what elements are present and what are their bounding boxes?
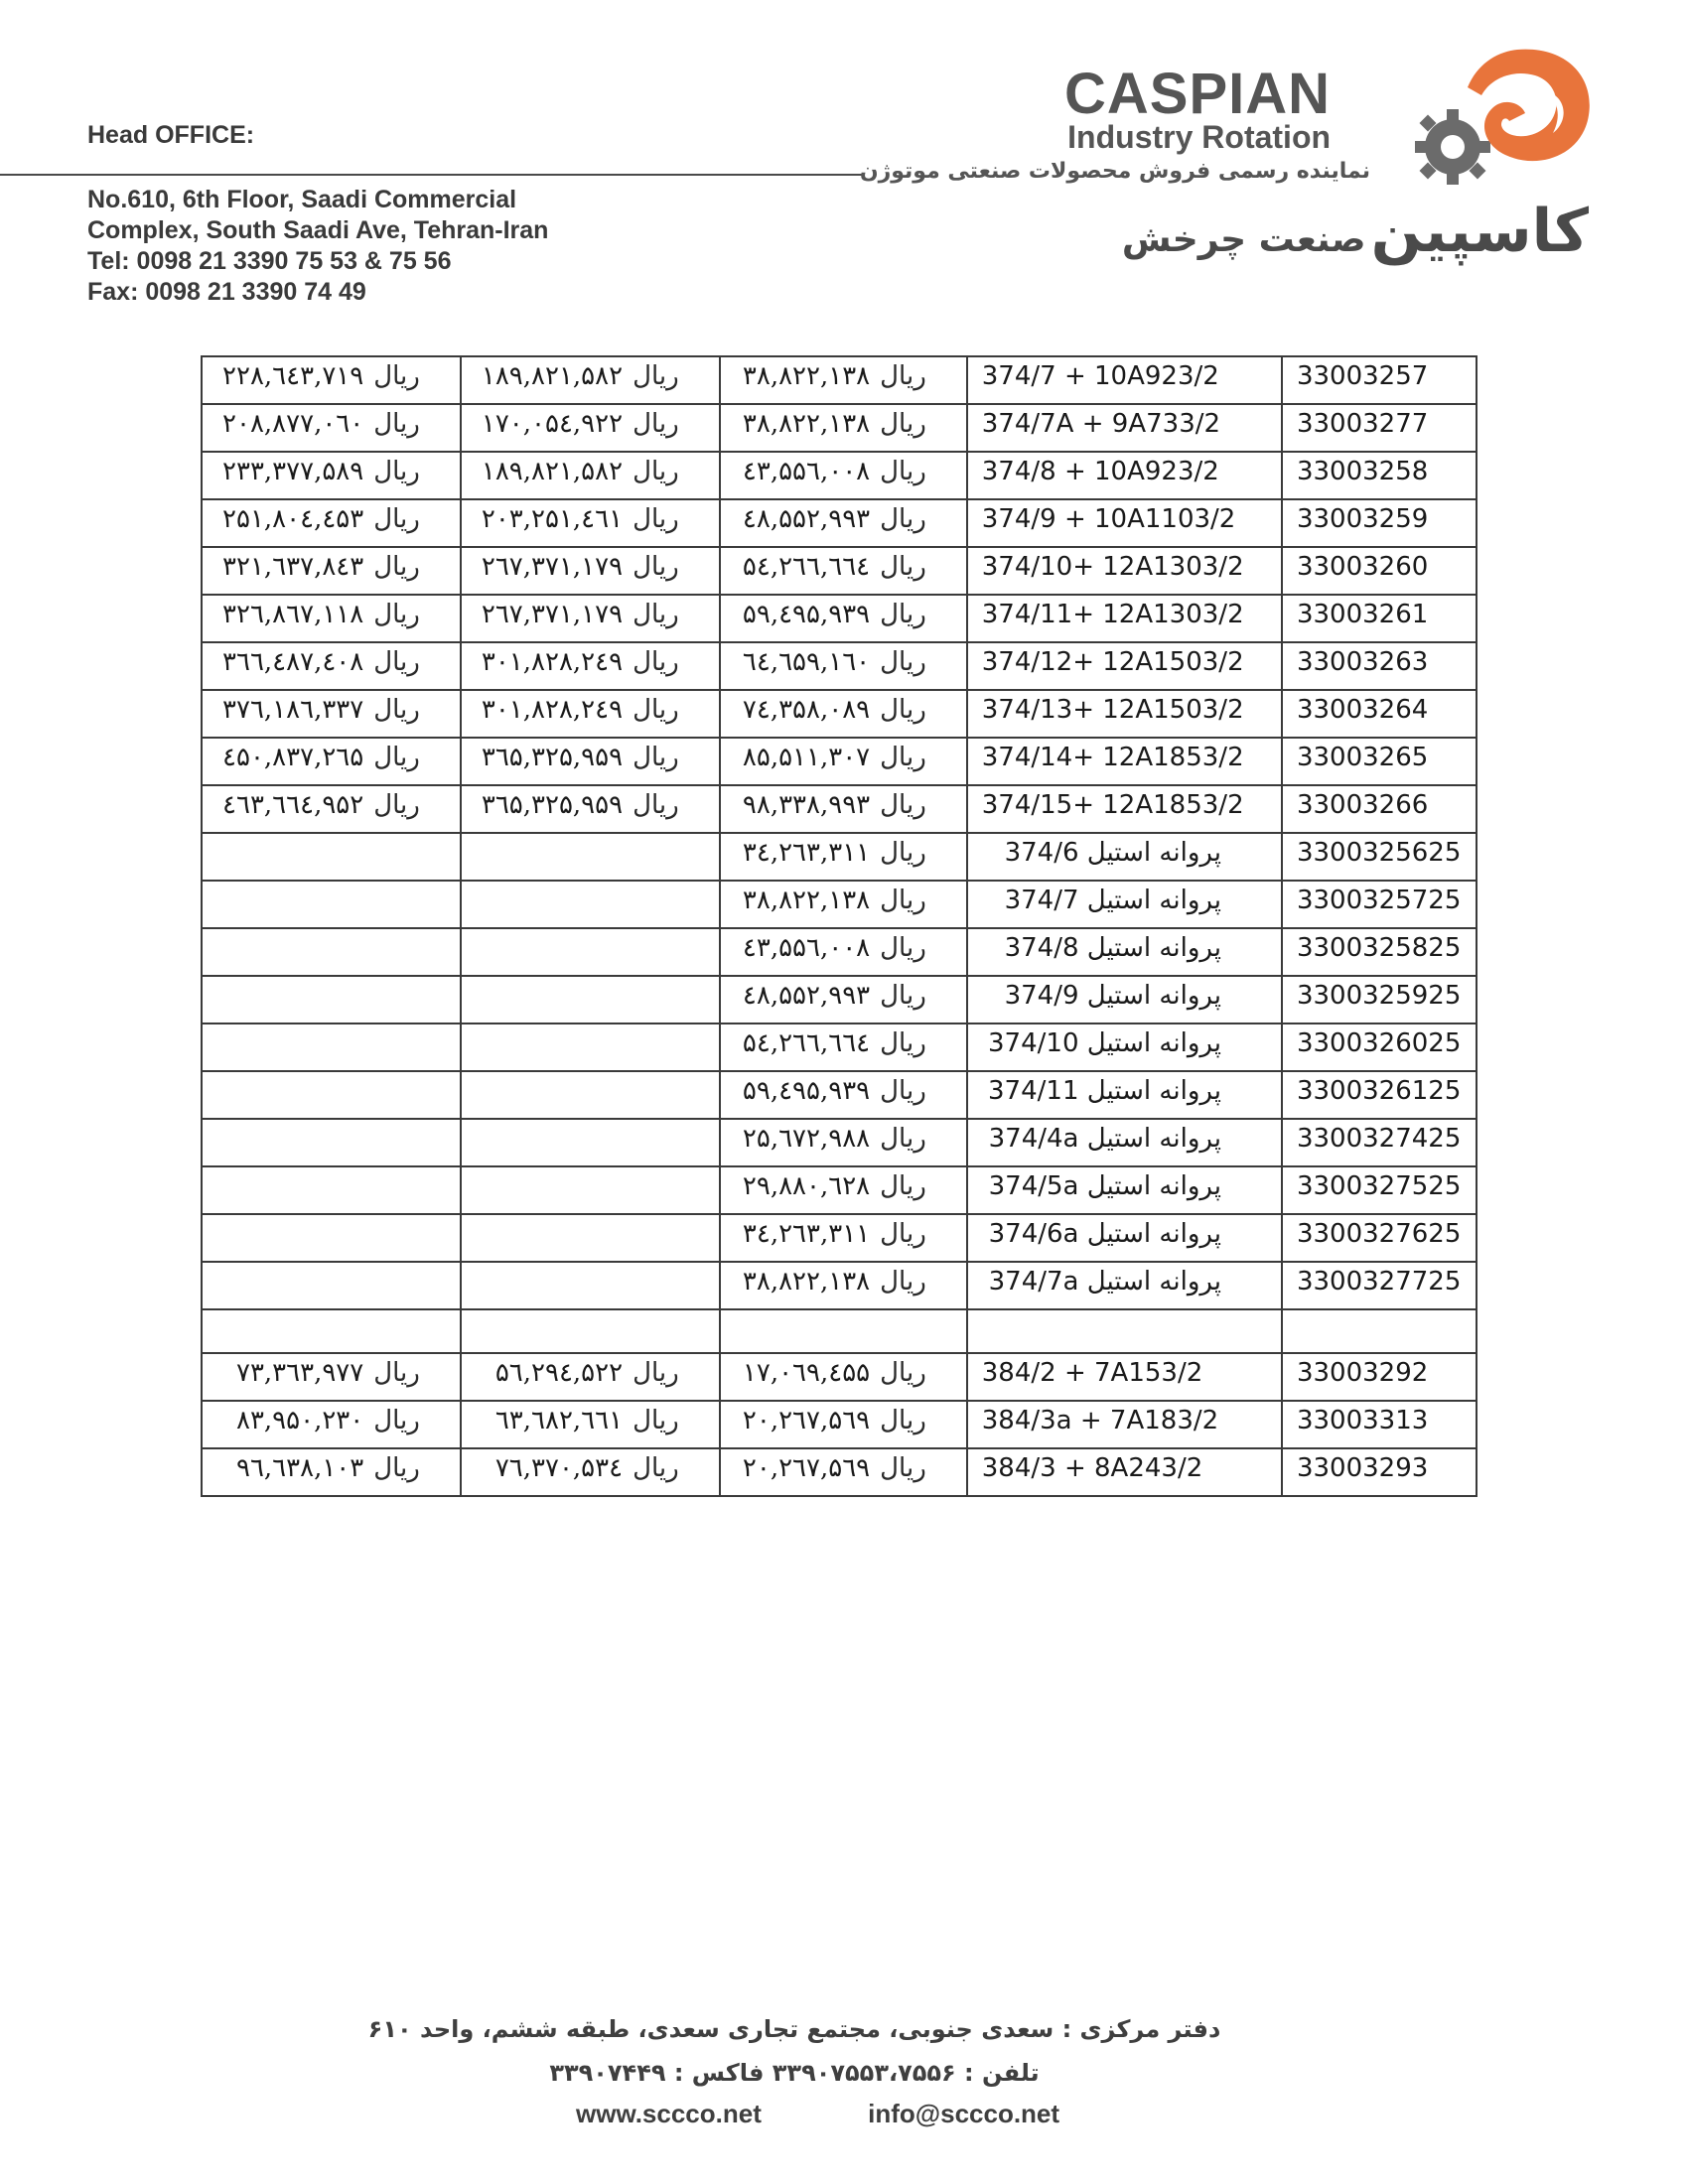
price-value: ٤۳,۵۵٦,۰۰۸: [742, 933, 871, 963]
model-cell: پروانه استیل 374/7a: [967, 1262, 1282, 1309]
price-value: ۳۰۱,۸۲۸,۲٤۹: [481, 695, 624, 725]
product-code-cell: 33003258: [1282, 452, 1477, 499]
product-code-cell: 3300325925: [1282, 976, 1477, 1024]
model-cell: 374/7A + 9A733/2: [967, 404, 1282, 452]
price-cell-p3: [202, 356, 461, 404]
table-row: [202, 404, 1477, 452]
table-row: [202, 1071, 1477, 1119]
model-cell: 374/7 + 10A923/2: [967, 356, 1282, 404]
price-cell-p2: [461, 881, 720, 928]
currency-label: ریال: [373, 743, 420, 772]
page-footer: [298, 2015, 1291, 2129]
price-value: ۳٦۵,۳۲۵,۹۵۹: [481, 790, 624, 820]
currency-label: ریال: [633, 457, 679, 486]
currency-label: ریال: [880, 504, 926, 534]
table-row: [202, 976, 1477, 1024]
address-line: Complex, South Saadi Ave, Tehran-Iran: [87, 216, 549, 244]
product-code-cell: 33003260: [1282, 547, 1477, 595]
address-line: Fax: 0098 21 3390 74 49: [87, 278, 366, 306]
price-cell-p1: [720, 1262, 967, 1309]
currency-label: ریال: [633, 600, 679, 629]
price-cell-p1: [720, 452, 967, 499]
table-row: [202, 1353, 1477, 1401]
price-cell-p1: [720, 1119, 967, 1166]
model-cell: 374/14+ 12A1853/2: [967, 738, 1282, 785]
currency-label: ریال: [633, 790, 679, 820]
price-value: ۲۲۸,٦٤۳,۷۱۹: [222, 361, 364, 391]
price-cell-p3: [202, 785, 461, 833]
price-cell-p1: [720, 1309, 967, 1353]
price-value: ۷٦,۳۷۰,۵۳٤: [494, 1453, 624, 1483]
currency-label: ریال: [633, 1358, 679, 1388]
table-row: [202, 928, 1477, 976]
price-cell-p2: [461, 1024, 720, 1071]
table-row: [202, 452, 1477, 499]
price-cell-p2: [461, 1353, 720, 1401]
price-cell-p2: [461, 1071, 720, 1119]
price-cell-p3: [202, 976, 461, 1024]
price-table-body: [202, 356, 1477, 1496]
currency-label: ریال: [373, 457, 420, 486]
product-code-cell: 33003264: [1282, 690, 1477, 738]
model-cell: 374/13+ 12A1503/2: [967, 690, 1282, 738]
price-value: ۵٤,۲٦٦,٦٦٤: [742, 1028, 871, 1058]
currency-label: ریال: [633, 1453, 679, 1483]
model-cell: 384/3 + 8A243/2: [967, 1448, 1282, 1496]
currency-label: ریال: [880, 1406, 926, 1435]
price-value: ۲۰,۲٦۷,۵٦۹: [742, 1453, 871, 1483]
price-value: ۹۸,۳۳۸,۹۹۳: [742, 790, 871, 820]
price-cell-p1: [720, 690, 967, 738]
table-row: [202, 833, 1477, 881]
table-row: [202, 595, 1477, 642]
price-cell-p1: [720, 499, 967, 547]
currency-label: ریال: [880, 933, 926, 963]
price-cell-p1: [720, 404, 967, 452]
product-code-cell: 33003293: [1282, 1448, 1477, 1496]
price-cell-p1: [720, 642, 967, 690]
table-row: [202, 642, 1477, 690]
currency-label: ریال: [880, 1358, 926, 1388]
price-table: [201, 355, 1477, 1497]
price-cell-p3: [202, 1401, 461, 1448]
price-value: ۸۵,۵۱۱,۳۰۷: [742, 743, 871, 772]
product-code-cell: 3300327425: [1282, 1119, 1477, 1166]
currency-label: ریال: [373, 1453, 420, 1483]
table-row: [202, 1119, 1477, 1166]
currency-label: ریال: [373, 361, 420, 391]
currency-label: ریال: [880, 695, 926, 725]
price-value: ۳٤,۲٦۳,۳۱۱: [742, 1219, 871, 1249]
model-cell: پروانه استیل 374/6a: [967, 1214, 1282, 1262]
model-cell: 384/2 + 7A153/2: [967, 1353, 1282, 1401]
price-cell-p2: [461, 928, 720, 976]
price-cell-p2: [461, 642, 720, 690]
price-cell-p2: [461, 499, 720, 547]
currency-label: ریال: [880, 552, 926, 582]
price-cell-p2: [461, 1119, 720, 1166]
head-office-address: [87, 185, 548, 308]
price-cell-p3: [202, 595, 461, 642]
table-row: [202, 1214, 1477, 1262]
price-cell-p1: [720, 833, 967, 881]
price-cell-p2: [461, 547, 720, 595]
price-cell-p3: [202, 1262, 461, 1309]
price-cell-p2: [461, 690, 720, 738]
currency-label: ریال: [633, 504, 679, 534]
price-cell-p3: [202, 499, 461, 547]
product-code-cell: 33003292: [1282, 1353, 1477, 1401]
price-cell-p3: [202, 738, 461, 785]
price-cell-p2: [461, 1214, 720, 1262]
price-value: ۳۸,۸۲۲,۱۳۸: [742, 409, 871, 439]
price-cell-p3: [202, 642, 461, 690]
brand-tagline: نماینده رسمی فروش محصولات صنعتی موتوژن: [859, 159, 1370, 184]
table-row: [202, 1309, 1477, 1353]
currency-label: ریال: [880, 1124, 926, 1154]
currency-label: ریال: [880, 647, 926, 677]
price-cell-p1: [720, 785, 967, 833]
price-cell-p3: [202, 690, 461, 738]
brand-name-persian-small: صنعت چرخش: [1121, 219, 1366, 260]
price-cell-p2: [461, 1401, 720, 1448]
price-cell-p3: [202, 547, 461, 595]
price-cell-p2: [461, 1309, 720, 1353]
model-cell: 374/8 + 10A923/2: [967, 452, 1282, 499]
model-cell: 374/10+ 12A1303/2: [967, 547, 1282, 595]
price-cell-p2: [461, 595, 720, 642]
price-value: ٤٦۳,٦٦٤,۹۵۲: [222, 790, 364, 820]
price-cell-p3: [202, 452, 461, 499]
price-value: ۱۷۰,۰۵٤,۹۲۲: [481, 409, 624, 439]
currency-label: ریال: [880, 409, 926, 439]
table-row: [202, 1024, 1477, 1071]
price-value: ۳۸,۸۲۲,۱۳۸: [742, 361, 871, 391]
currency-label: ریال: [880, 1076, 926, 1106]
model-cell: [967, 1309, 1282, 1353]
currency-label: ریال: [373, 647, 420, 677]
product-code-cell: 3300327525: [1282, 1166, 1477, 1214]
price-cell-p2: [461, 785, 720, 833]
table-row: [202, 1401, 1477, 1448]
price-value: ٤۳,۵۵٦,۰۰۸: [742, 457, 871, 486]
currency-label: ریال: [880, 1267, 926, 1297]
currency-label: ریال: [880, 838, 926, 868]
price-cell-p3: [202, 1448, 461, 1496]
price-value: ۳۲۱,٦۳۷,۸٤۳: [222, 552, 364, 582]
price-cell-p2: [461, 833, 720, 881]
model-cell: پروانه استیل 374/7: [967, 881, 1282, 928]
price-cell-p1: [720, 1401, 967, 1448]
price-cell-p3: [202, 1166, 461, 1214]
currency-label: ریال: [373, 504, 420, 534]
price-value: ۷٤,۳۵۸,۰۸۹: [742, 695, 871, 725]
currency-label: ریال: [880, 1453, 926, 1483]
price-value: ٦٤,٦۵۹,۱٦۰: [742, 647, 871, 677]
price-cell-p1: [720, 881, 967, 928]
currency-label: ریال: [880, 1171, 926, 1201]
table-row: [202, 738, 1477, 785]
price-value: ۱۸۹,۸۲۱,۵۸۲: [481, 361, 624, 391]
model-cell: پروانه استیل 374/5a: [967, 1166, 1282, 1214]
price-cell-p3: [202, 1309, 461, 1353]
product-code-cell: 33003266: [1282, 785, 1477, 833]
price-cell-p3: [202, 1214, 461, 1262]
table-row: [202, 499, 1477, 547]
currency-label: ریال: [373, 790, 420, 820]
currency-label: ریال: [633, 361, 679, 391]
price-cell-p2: [461, 976, 720, 1024]
footer-email-link[interactable]: info@sccco.net: [868, 2099, 1060, 2128]
footer-address: دفتر مرکزی : سعدی جنوبی، مجتمع تجاری سعدی، طبقه ششم، واحد ۶۱۰: [367, 2015, 1221, 2043]
table-row: [202, 881, 1477, 928]
product-code-cell: 33003259: [1282, 499, 1477, 547]
product-code-cell: 3300327625: [1282, 1214, 1477, 1262]
price-value: ۲۵۱,۸۰٤,٤۵۳: [222, 504, 364, 534]
product-code-cell: 33003313: [1282, 1401, 1477, 1448]
currency-label: ریال: [880, 361, 926, 391]
model-cell: پروانه استیل 374/10: [967, 1024, 1282, 1071]
currency-label: ریال: [633, 1406, 679, 1435]
price-cell-p3: [202, 881, 461, 928]
product-code-cell: 33003265: [1282, 738, 1477, 785]
price-value: ۳۸,۸۲۲,۱۳۸: [742, 886, 871, 915]
currency-label: ریال: [373, 695, 420, 725]
price-value: ۵٦,۲۹٤,۵۲۲: [494, 1358, 624, 1388]
model-cell: پروانه استیل 374/4a: [967, 1119, 1282, 1166]
price-cell-p2: [461, 356, 720, 404]
price-cell-p3: [202, 928, 461, 976]
model-cell: 374/15+ 12A1853/2: [967, 785, 1282, 833]
price-cell-p3: [202, 404, 461, 452]
price-value: ٤۸,۵۵۲,۹۹۳: [742, 981, 871, 1011]
brand-name-persian-big: کاسپین: [1370, 197, 1589, 266]
price-value: ۳۸,۸۲۲,۱۳۸: [742, 1267, 871, 1297]
price-cell-p3: [202, 1119, 461, 1166]
price-value: ۵۹,٤۹۵,۹۳۹: [742, 1076, 871, 1106]
currency-label: ریال: [373, 1406, 420, 1435]
currency-label: ریال: [633, 647, 679, 677]
currency-label: ریال: [373, 600, 420, 629]
price-cell-p2: [461, 404, 720, 452]
model-cell: پروانه استیل 374/9: [967, 976, 1282, 1024]
price-cell-p1: [720, 1448, 967, 1496]
product-code-cell: 3300325825: [1282, 928, 1477, 976]
footer-phone-fax: تلفن : ۳۳۹۰۷۵۵۳،۷۵۵۶ فاکس : ۳۳۹۰۷۴۴۹: [549, 2059, 1040, 2087]
price-cell-p1: [720, 738, 967, 785]
currency-label: ریال: [880, 1028, 926, 1058]
address-line: Tel: 0098 21 3390 75 53 & 75 56: [87, 247, 452, 275]
price-value: ۲۰۸,۸۷۷,۰٦۰: [222, 409, 364, 439]
price-value: ۸۳,۹۵۰,۲۳۰: [235, 1406, 364, 1435]
product-code-cell: [1282, 1309, 1477, 1353]
product-code-cell: 33003263: [1282, 642, 1477, 690]
table-row: [202, 785, 1477, 833]
address-line: No.610, 6th Floor, Saadi Commercial: [87, 186, 517, 213]
currency-label: ریال: [633, 695, 679, 725]
currency-label: ریال: [373, 409, 420, 439]
price-cell-p3: [202, 1024, 461, 1071]
currency-label: ریال: [880, 600, 926, 629]
price-cell-p1: [720, 356, 967, 404]
product-code-cell: 3300325625: [1282, 833, 1477, 881]
table-row: [202, 1262, 1477, 1309]
table-row: [202, 356, 1477, 404]
price-value: ۷۳,۳٦۳,۹۷۷: [235, 1358, 364, 1388]
price-cell-p2: [461, 738, 720, 785]
price-value: ۵٤,۲٦٦,٦٦٤: [742, 552, 871, 582]
price-value: ۲۰,۲٦۷,۵٦۹: [742, 1406, 871, 1435]
price-cell-p1: [720, 547, 967, 595]
price-value: ۳٦٦,٤۸۷,٤۰۸: [222, 647, 364, 677]
currency-label: ریال: [880, 981, 926, 1011]
header-divider: [0, 174, 862, 176]
footer-website-link[interactable]: www.sccco.net: [576, 2099, 762, 2128]
caspian-gear-logo-icon: [1398, 38, 1597, 197]
product-code-cell: 3300327725: [1282, 1262, 1477, 1309]
price-value: ۵۹,٤۹۵,۹۳۹: [742, 600, 871, 629]
product-code-cell: 3300326025: [1282, 1024, 1477, 1071]
price-cell-p3: [202, 1353, 461, 1401]
price-value: ۱۸۹,۸۲۱,۵۸۲: [481, 457, 624, 486]
price-cell-p1: [720, 928, 967, 976]
price-value: ۱۷,۰٦۹,٤۵۵: [742, 1358, 871, 1388]
product-code-cell: 33003277: [1282, 404, 1477, 452]
model-cell: پروانه استیل 374/8: [967, 928, 1282, 976]
currency-label: ریال: [880, 790, 926, 820]
table-row: [202, 690, 1477, 738]
product-code-cell: 3300326125: [1282, 1071, 1477, 1119]
price-value: ٦۳,٦۸۲,٦٦۱: [494, 1406, 624, 1435]
price-value: ۲٦۷,۳۷۱,۱۷۹: [481, 600, 624, 629]
footer-contacts: [298, 2099, 1291, 2129]
model-cell: 374/9 + 10A1103/2: [967, 499, 1282, 547]
product-code-cell: 33003257: [1282, 356, 1477, 404]
price-cell-p1: [720, 1166, 967, 1214]
currency-label: ریال: [880, 743, 926, 772]
model-cell: پروانه استیل 374/11: [967, 1071, 1282, 1119]
price-value: ۳٦۵,۳۲۵,۹۵۹: [481, 743, 624, 772]
currency-label: ریال: [373, 552, 420, 582]
product-code-cell: 3300325725: [1282, 881, 1477, 928]
currency-label: ریال: [880, 1219, 926, 1249]
price-cell-p1: [720, 1071, 967, 1119]
price-cell-p2: [461, 452, 720, 499]
model-cell: پروانه استیل 374/6: [967, 833, 1282, 881]
brand-name-persian: [1033, 197, 1589, 266]
price-cell-p1: [720, 1353, 967, 1401]
product-code-cell: 33003261: [1282, 595, 1477, 642]
currency-label: ریال: [880, 457, 926, 486]
price-cell-p2: [461, 1448, 720, 1496]
model-cell: 374/11+ 12A1303/2: [967, 595, 1282, 642]
price-value: ۲۰۳,۲۵۱,٤٦۱: [481, 504, 624, 534]
model-cell: 374/12+ 12A1503/2: [967, 642, 1282, 690]
price-value: ٤۵۰,۸۳۷,۲٦۵: [222, 743, 364, 772]
price-value: ۳۷٦,۱۸٦,۳۳۷: [222, 695, 364, 725]
price-value: ۳۲٦,۸٦۷,۱۱۸: [222, 600, 364, 629]
price-value: ۲٦۷,۳۷۱,۱۷۹: [481, 552, 624, 582]
table-row: [202, 547, 1477, 595]
price-value: ۳۰۱,۸۲۸,۲٤۹: [481, 647, 624, 677]
price-cell-p1: [720, 595, 967, 642]
price-cell-p1: [720, 1214, 967, 1262]
price-cell-p3: [202, 1071, 461, 1119]
price-value: ۲۳۳,۳۷۷,۵۸۹: [222, 457, 364, 486]
brand-name: CASPIAN: [1064, 62, 1332, 126]
price-cell-p3: [202, 833, 461, 881]
model-cell: 384/3a + 7A183/2: [967, 1401, 1282, 1448]
table-row: [202, 1166, 1477, 1214]
brand-subtitle: Industry Rotation: [1067, 119, 1332, 155]
price-cell-p2: [461, 1262, 720, 1309]
table-row: [202, 1448, 1477, 1496]
currency-label: ریال: [373, 1358, 420, 1388]
price-value: ۲۵,٦۷۲,۹۸۸: [742, 1124, 871, 1154]
company-logo-text: [1064, 62, 1332, 155]
price-value: ۲۹,۸۸۰,٦۲۸: [742, 1171, 871, 1201]
currency-label: ریال: [880, 886, 926, 915]
currency-label: ریال: [633, 409, 679, 439]
price-value: ٤۸,۵۵۲,۹۹۳: [742, 504, 871, 534]
price-cell-p1: [720, 976, 967, 1024]
price-cell-p2: [461, 1166, 720, 1214]
currency-label: ریال: [633, 552, 679, 582]
price-value: ۹٦,٦۳۸,۱۰۳: [235, 1453, 364, 1483]
currency-label: ریال: [633, 743, 679, 772]
head-office-label: Head OFFICE:: [87, 121, 255, 149]
price-value: ۳٤,۲٦۳,۳۱۱: [742, 838, 871, 868]
price-cell-p1: [720, 1024, 967, 1071]
